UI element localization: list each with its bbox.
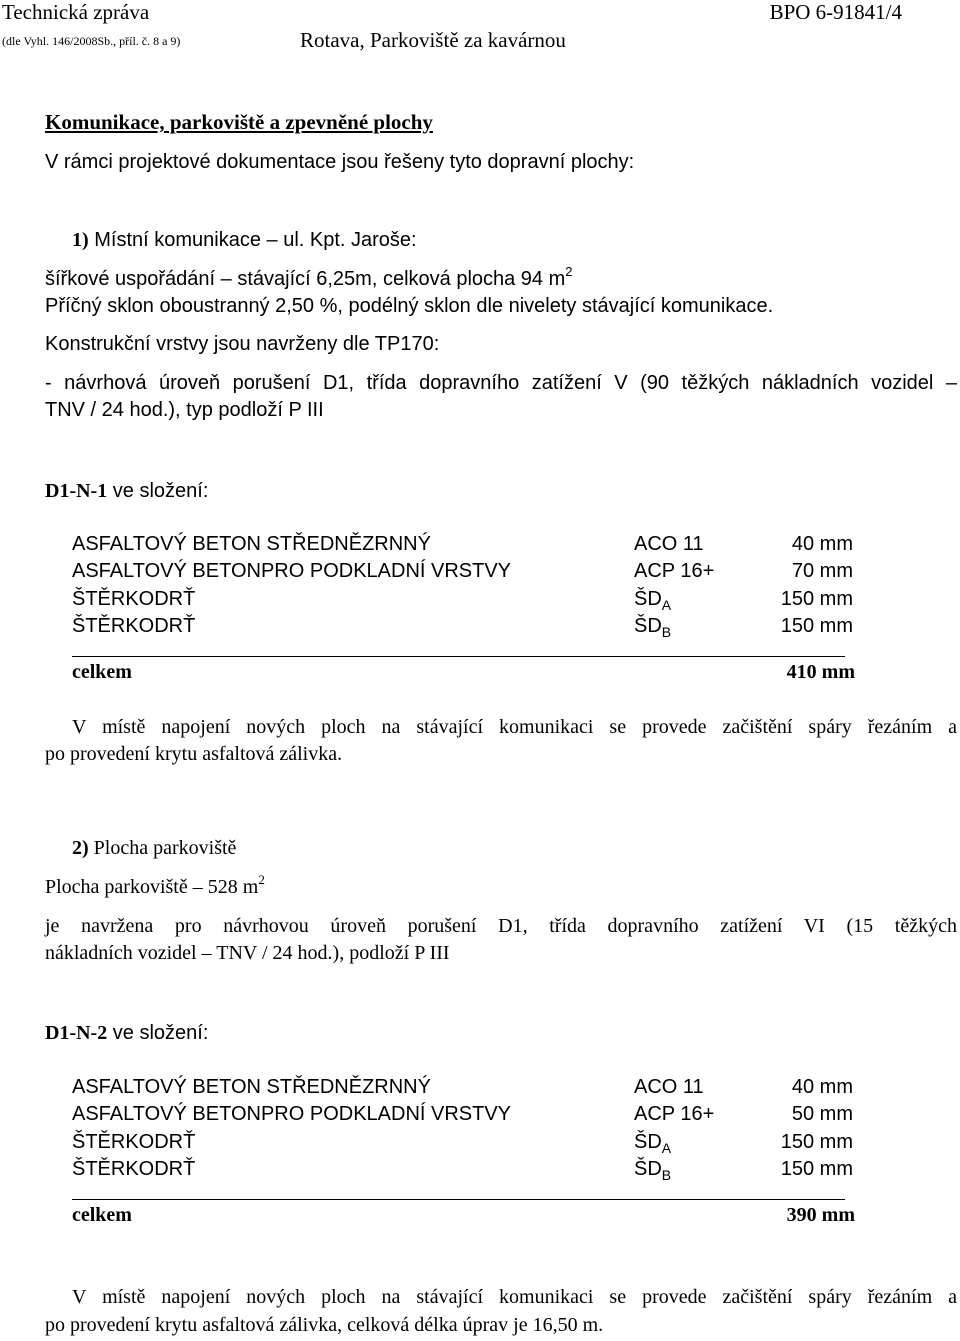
- part2-desc-line-b: nákladních vozidel – TNV / 24 hod.), podloží P III: [45, 942, 450, 964]
- part2-note-line-a: V místě napojení nových ploch na stávající komunikaci se provede začištění spáry řezáním a: [72, 1286, 957, 1308]
- part1-width-line: [45, 264, 573, 291]
- layer-code-subscript: B: [661, 624, 672, 640]
- layer-name: ŠTĚRKODRŤ: [72, 615, 196, 637]
- part1-note-line-a: V místě napojení nových ploch na stávající komunikaci se provede začištění spáry řezáním a: [72, 716, 957, 738]
- table-total-label: celkem: [72, 1204, 132, 1226]
- layer-thickness: 50 mm: [791, 1103, 853, 1125]
- table-total-label: celkem: [72, 661, 132, 683]
- layer-name: ASFALTOVÝ BETON STŘEDNĚZRNNÝ: [72, 533, 431, 555]
- layer-name: ASFALTOVÝ BETON STŘEDNĚZRNNÝ: [72, 1076, 431, 1098]
- layer-thickness: 70 mm: [791, 560, 853, 582]
- layer-thickness: 40 mm: [791, 1076, 853, 1098]
- part2-area-line: [45, 872, 265, 899]
- layer-code-main: ŠD: [634, 1158, 662, 1180]
- layer-code: ACP 16+: [634, 1103, 715, 1125]
- layer-thickness: 150 mm: [780, 615, 853, 637]
- part1-composition-code: D1-N-1: [45, 480, 108, 502]
- layer-code: [634, 615, 671, 638]
- layer-code-main: ŠD: [634, 615, 662, 637]
- part2-number: 2): [72, 837, 89, 859]
- part1-slope-line: Příčný sklon oboustranný 2,50 %, podélný sklon dle nivelety stávající komunikace.: [45, 295, 774, 317]
- layer-name: ŠTĚRKODRŤ: [72, 588, 196, 610]
- part2-desc-line-a: je navržena pro návrhovou úroveň porušení D1, třída dopravního zatížení VI (15 těžkých: [45, 915, 957, 937]
- layer-thickness: 150 mm: [780, 1158, 853, 1180]
- part1-load-line-a: - návrhová úroveň porušení D1, třída dopravního zatížení V (90 těžkých nákladních vozidel –: [45, 372, 957, 394]
- layer-thickness: 150 mm: [780, 588, 853, 610]
- table-total-value: 410 mm: [786, 661, 855, 683]
- header-doc-code: BPO 6-91841/4: [769, 0, 902, 24]
- part1-composition-label: ve složení:: [107, 480, 209, 502]
- layer-name: ŠTĚRKODRŤ: [72, 1158, 196, 1180]
- layer-code-subscript: A: [661, 1140, 672, 1156]
- section-intro: V rámci projektové dokumentace jsou řešeny tyto dopravní plochy:: [45, 151, 635, 173]
- table-total-rule: [72, 1199, 845, 1200]
- table-total-rule: [72, 656, 845, 657]
- part1-width-sup: 2: [565, 264, 573, 279]
- part1-note-line-b: po provedení krytu asfaltová zálivka.: [45, 743, 343, 765]
- part1-width-text: šířkové uspořádání – stávající 6,25m, celková plocha 94 m: [45, 268, 566, 290]
- layer-code: ACO 11: [634, 533, 704, 555]
- part2-composition-label: ve složení:: [107, 1022, 209, 1044]
- section-heading: Komunikace, parkoviště a zpevněné plochy: [45, 110, 433, 134]
- header-legal-reference: (dle Vyhl. 146/2008Sb., příl. č. 8 a 9): [2, 34, 181, 48]
- layer-code: ACP 16+: [634, 560, 715, 582]
- layer-code-main: ŠD: [634, 588, 662, 610]
- part1-title-text: Místní komunikace – ul. Kpt. Jaroše:: [88, 229, 417, 251]
- layer-code: [634, 1131, 671, 1154]
- part1-load-line-b: TNV / 24 hod.), typ podloží P III: [45, 399, 324, 421]
- layer-code: [634, 588, 671, 611]
- layer-code: [634, 1158, 671, 1181]
- part1-title: [72, 229, 417, 252]
- layer-code-subscript: B: [661, 1167, 672, 1183]
- table-total-value: 390 mm: [786, 1204, 855, 1226]
- part2-area-text: Plocha parkoviště – 528 m: [45, 876, 259, 898]
- part2-note-line-b: po provedení krytu asfaltová zálivka, celková délka úprav je 16,50 m.: [45, 1314, 604, 1336]
- header-doc-title: Technická zpráva: [2, 0, 150, 24]
- layer-name: ASFALTOVÝ BETONPRO PODKLADNÍ VRSTVY: [72, 560, 512, 582]
- layer-name: ASFALTOVÝ BETONPRO PODKLADNÍ VRSTVY: [72, 1103, 512, 1125]
- layer-name: ŠTĚRKODRŤ: [72, 1131, 196, 1153]
- part1-composition-heading: [45, 480, 208, 503]
- part1-number: 1): [72, 229, 89, 251]
- layer-thickness: 150 mm: [780, 1131, 853, 1153]
- layer-thickness: 40 mm: [791, 533, 853, 555]
- part1-layers-intro: Konstrukční vrstvy jsou navrženy dle TP170:: [45, 333, 440, 355]
- part2-title: [72, 837, 236, 860]
- part2-area-sup: 2: [258, 872, 265, 887]
- header-project-name: Rotava, Parkoviště za kavárnou: [300, 28, 566, 52]
- part2-composition-heading: [45, 1022, 208, 1045]
- part2-title-text: Plocha parkoviště: [88, 837, 237, 859]
- part2-composition-code: D1-N-2: [45, 1022, 108, 1044]
- layer-code-main: ŠD: [634, 1131, 662, 1153]
- layer-code-subscript: A: [661, 597, 672, 613]
- layer-code: ACO 11: [634, 1076, 704, 1098]
